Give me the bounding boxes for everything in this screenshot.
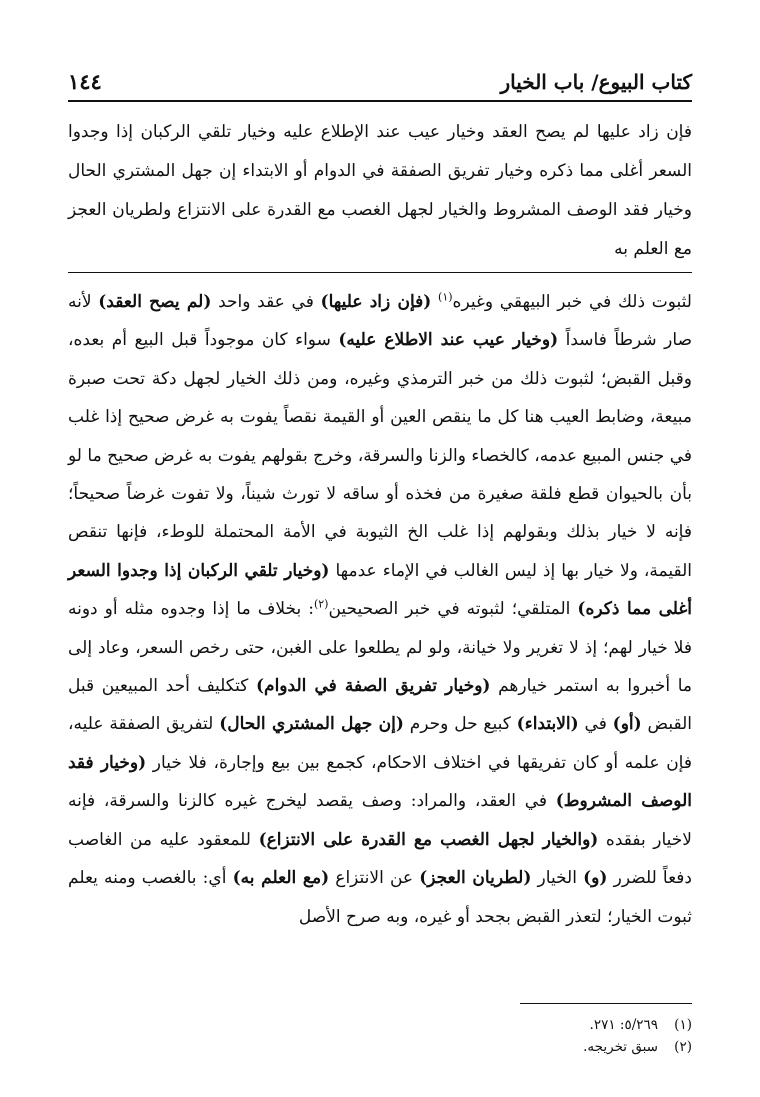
footnote-reference-2[interactable]: (٢)	[313, 597, 329, 611]
header-rule	[68, 100, 692, 102]
quoted-matn: (و)	[583, 868, 608, 889]
quoted-matn: (إن جهل المشتري الحال)	[219, 714, 404, 735]
matn-text: فإن زاد عليها لم يصح العقد وخيار عيب عند الإطلاع عليه وخيار تلقي الركبان إذا وجدوا السعر أغلى مما ذكره وخيار تفريق الصفقة في الدوام أو الابتداء إن جهل المشتري الحال وخيار فقد الوصف المشروط والخيار لجهل الغصب مع القدرة على الانتزاع ولطريان العجز مع العلم به	[68, 122, 692, 259]
quoted-matn: (أو)	[612, 714, 642, 735]
running-title: كتاب البيوع/ باب الخيار	[500, 70, 692, 94]
quoted-matn: (لم يصح العقد)	[98, 292, 212, 312]
footnotes	[68, 1014, 692, 1058]
commentary-segment: في عقد واحد	[211, 292, 321, 312]
footnote-1	[68, 1014, 692, 1036]
footnote-number: (١)	[674, 1017, 692, 1033]
quoted-matn: (وخيار تفريق الصفة في الدوام)	[256, 676, 491, 697]
commentary-segment: المتلقي؛ لثبوته في خبر الصحيحين	[328, 599, 578, 620]
page-number: ١٤٤	[68, 69, 102, 94]
quoted-matn: (وخيار تلقي الركبان إذا وجدوا السعر أغلى مما ذكره)	[68, 560, 693, 620]
quoted-matn: (فإن زاد عليها)	[320, 292, 432, 312]
commentary-segment: : بخلاف ما إذا وجدوه مثله أو دونه فلا خيار لهم؛ إذ لا تغرير ولا خيانة، ولو لم يطلعوا على الغبن، حتى رخص السعر، وعاد إلى ما أخبروا به استمر خيارهم	[68, 599, 692, 697]
footnote-number: (٢)	[674, 1039, 692, 1055]
footnote-rule	[520, 1003, 692, 1004]
commentary-text	[68, 283, 692, 936]
quoted-matn: (الابتداء)	[516, 714, 579, 735]
footnote-text: ٥/٢٦٩: ٢٧١.	[589, 1017, 658, 1033]
commentary-segment: لتفريق الصفقة عليه، فإن علمه أو كان تفريقها في اختلاف الاحكام، كجمع بين بيع وإجارة، فلا خيار	[68, 714, 692, 773]
footnote-2	[68, 1036, 692, 1058]
commentary-segment: أي: بالغصب ومنه يعلم ثبوت الخيار؛ لتعذر القبض بجحد أو غيره، وبه صرح الأصل	[68, 868, 692, 927]
quoted-matn: (مع العلم به)	[232, 868, 330, 889]
quoted-matn: (وخيار فقد الوصف المشروط)	[68, 752, 692, 812]
quoted-matn: (لطريان العجز)	[419, 868, 532, 889]
commentary-segment: كبيع حل وحرم	[403, 714, 517, 735]
commentary-segment: لأنه صار شرطاً فاسداً	[68, 292, 692, 351]
footnote-text: سبق تخريجه.	[583, 1039, 658, 1055]
matn-separator-rule	[68, 272, 692, 273]
commentary-segment: في	[578, 714, 613, 735]
commentary-segment: للمعقود عليه من الغاصب دفعاً للضرر	[68, 829, 692, 889]
quoted-matn: (وخيار عيب عند الاطلاع عليه)	[338, 330, 559, 351]
commentary-segment: في العقد، والمراد: وصف يقصد ليخرج غيره كالزنا والسرقة، فإنه لاخيار بفقده	[68, 791, 692, 850]
commentary-segment	[431, 292, 438, 312]
page-header	[68, 58, 692, 94]
quoted-matn: (والخيار لجهل الغصب مع القدرة على الانتزاع)	[258, 829, 599, 850]
commentary-segment: كتكليف أحد المبيعين قبل القبض	[68, 676, 693, 735]
commentary-segment: لثبوت ذلك في خبر البيهقي وغيره	[452, 292, 692, 312]
commentary-segment: الخيار	[531, 868, 584, 889]
commentary-segment: عن الانتزاع	[329, 868, 420, 889]
footnote-reference-1[interactable]: (١)	[438, 290, 453, 304]
commentary-segment: سواء كان موجوداً قبل البيع أم بعده، وقبل القبض؛ لثبوت ذلك من خبر الترمذي وغيره، ومن ذلك الخيار لجهل دكة تحت صبرة مبيعة، وضابط العيب هنا كل ما ينقص العين أو القيمة نقصاً يفوت به غرض صحيح إذا غلب في جنس المبيع عدمه، كالخصاء والزنا والسرقة، وخرج بقولهم يفوت به غرض صحيح ما لو بأن بالحيوان قطع فلقة صغيرة من فخذه أو ساقه لا تورث شيناً، ولا تفوت غرضاً صحيحاً؛ فإنه لا خيار بذلك وبقولهم إذا غلب الخ الثيوبة في الأمة المحتملة للوطء، فإنها تنقص القيمة، ولا خيار بها إذ ليس الغالب في الإماء عدمها	[68, 330, 692, 581]
